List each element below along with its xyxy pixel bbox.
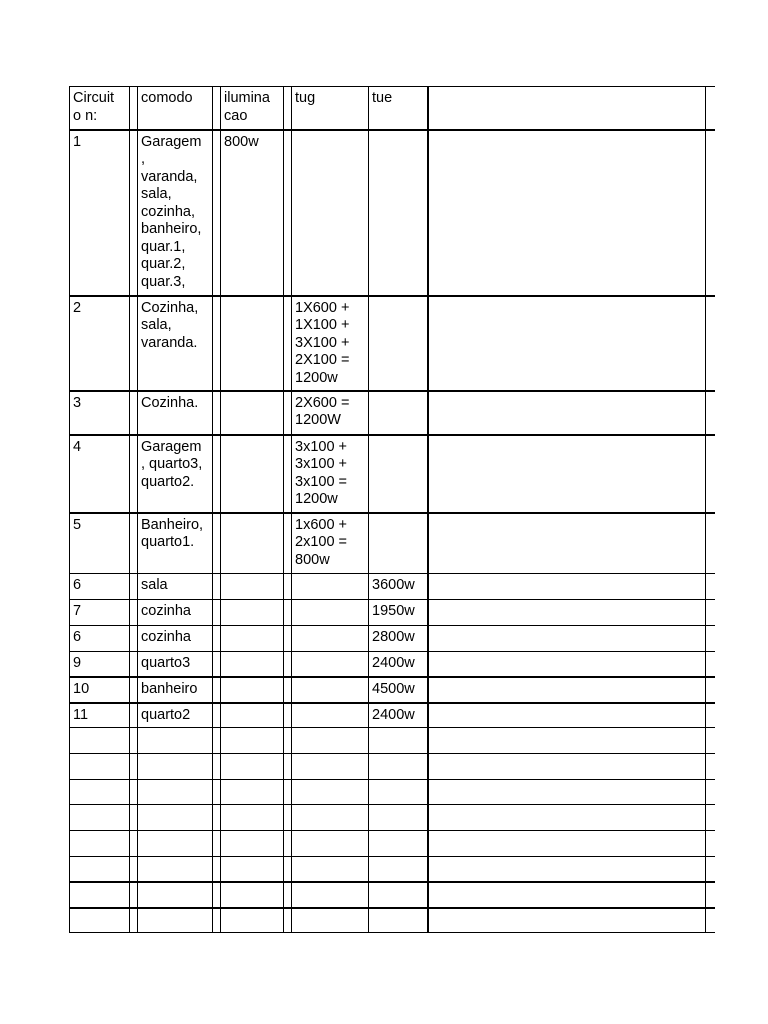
spacer-cell <box>284 703 292 728</box>
spacer-cell <box>284 130 292 296</box>
cell-tug: 2X600 = 1200W <box>292 391 369 435</box>
table-row <box>70 435 716 513</box>
cell-blank <box>428 626 706 652</box>
cell-tue <box>369 391 428 435</box>
cell-iluminacao <box>221 600 284 626</box>
table-row <box>70 703 716 728</box>
cell-blank <box>428 780 706 805</box>
cell-circuit-number: 1 <box>70 130 130 296</box>
cell-tug <box>292 754 369 780</box>
cell-blank <box>428 728 706 754</box>
cell-tug: 3x100 + 3x100 + 3x100 = 1200w <box>292 435 369 513</box>
cell-comodo: sala <box>138 574 213 600</box>
cell-iluminacao <box>221 857 284 882</box>
spacer-cell <box>213 513 221 574</box>
cell-tug <box>292 805 369 831</box>
cell-comodo: quarto3 <box>138 652 213 677</box>
spacer-cell <box>284 728 292 754</box>
cell-iluminacao <box>221 703 284 728</box>
cell-comodo: Banheiro, quarto1. <box>138 513 213 574</box>
cell-blank <box>428 574 706 600</box>
table-row <box>70 754 716 780</box>
cell-edge <box>706 513 716 574</box>
cell-tue <box>369 908 428 933</box>
table-row <box>70 908 716 933</box>
spacer-cell <box>284 513 292 574</box>
spacer-cell <box>213 908 221 933</box>
cell-edge <box>706 754 716 780</box>
cell-tue <box>369 728 428 754</box>
cell-circuit-number: 4 <box>70 435 130 513</box>
cell-comodo <box>138 754 213 780</box>
cell-blank <box>428 882 706 908</box>
cell-iluminacao <box>221 626 284 652</box>
spacer-cell <box>213 391 221 435</box>
cell-tue <box>369 831 428 857</box>
cell-blank <box>428 677 706 703</box>
cell-tue: 3600w <box>369 574 428 600</box>
cell-comodo: banheiro <box>138 677 213 703</box>
spacer-cell <box>213 754 221 780</box>
cell-circuit-number <box>70 754 130 780</box>
table-row <box>70 857 716 882</box>
cell-comodo <box>138 728 213 754</box>
cell-blank <box>428 652 706 677</box>
spacer-cell <box>284 435 292 513</box>
spacer-cell <box>213 780 221 805</box>
cell-blank <box>428 513 706 574</box>
header-tue: tue <box>369 87 428 130</box>
cell-tue: 2400w <box>369 652 428 677</box>
cell-circuit-number: 3 <box>70 391 130 435</box>
header-iluminacao: ilumina cao <box>221 87 284 130</box>
spacer-cell <box>213 130 221 296</box>
spacer-cell <box>213 677 221 703</box>
cell-comodo: Cozinha. <box>138 391 213 435</box>
cell-circuit-number: 7 <box>70 600 130 626</box>
spacer-cell <box>284 87 292 130</box>
cell-tug: 1X600 + 1X100 + 3X100 + 2X100 = 1200w <box>292 296 369 391</box>
cell-comodo: cozinha <box>138 600 213 626</box>
cell-tug <box>292 130 369 296</box>
table-row <box>70 831 716 857</box>
cell-tug <box>292 882 369 908</box>
cell-comodo: Garagem , varanda, sala, cozinha, banheiro, quar.1, quar.2, quar.3, <box>138 130 213 296</box>
cell-edge <box>706 882 716 908</box>
cell-blank <box>428 600 706 626</box>
cell-tue: 1950w <box>369 600 428 626</box>
cell-blank <box>428 754 706 780</box>
cell-edge <box>706 780 716 805</box>
spacer-cell <box>130 703 138 728</box>
cell-edge <box>706 626 716 652</box>
cell-tue <box>369 882 428 908</box>
table-row <box>70 130 716 296</box>
cell-circuit-number <box>70 908 130 933</box>
table-row <box>70 882 716 908</box>
cell-tue: 4500w <box>369 677 428 703</box>
cell-circuit-number: 10 <box>70 677 130 703</box>
cell-edge <box>706 600 716 626</box>
spacer-cell <box>130 296 138 391</box>
cell-tug <box>292 652 369 677</box>
spacer-cell <box>284 296 292 391</box>
spacer-cell <box>213 296 221 391</box>
spacer-cell <box>130 87 138 130</box>
spacer-cell <box>130 780 138 805</box>
cell-iluminacao <box>221 574 284 600</box>
cell-comodo <box>138 831 213 857</box>
cell-edge <box>706 857 716 882</box>
cell-circuit-number: 5 <box>70 513 130 574</box>
cell-edge <box>706 703 716 728</box>
spacer-cell <box>130 652 138 677</box>
cell-edge <box>706 805 716 831</box>
cell-tug <box>292 857 369 882</box>
cell-tue <box>369 130 428 296</box>
cell-iluminacao <box>221 435 284 513</box>
cell-iluminacao <box>221 513 284 574</box>
spacer-cell <box>284 626 292 652</box>
cell-comodo <box>138 805 213 831</box>
spacer-cell <box>284 754 292 780</box>
spacer-cell <box>284 600 292 626</box>
spacer-cell <box>284 882 292 908</box>
cell-iluminacao <box>221 677 284 703</box>
header-comodo: comodo <box>138 87 213 130</box>
spacer-cell <box>213 435 221 513</box>
table-row <box>70 513 716 574</box>
spacer-cell <box>130 857 138 882</box>
cell-edge <box>706 728 716 754</box>
spacer-cell <box>213 805 221 831</box>
cell-tug <box>292 600 369 626</box>
cell-edge <box>706 574 716 600</box>
cell-iluminacao <box>221 882 284 908</box>
spacer-cell <box>130 435 138 513</box>
cell-circuit-number: 9 <box>70 652 130 677</box>
spacer-cell <box>213 882 221 908</box>
cell-circuit-number: 11 <box>70 703 130 728</box>
cell-iluminacao <box>221 831 284 857</box>
cell-iluminacao <box>221 754 284 780</box>
cell-blank <box>428 391 706 435</box>
cell-edge <box>706 831 716 857</box>
spacer-cell <box>213 728 221 754</box>
spacer-cell <box>130 626 138 652</box>
spacer-cell <box>130 728 138 754</box>
table-row <box>70 780 716 805</box>
cell-tug <box>292 780 369 805</box>
cell-tug <box>292 626 369 652</box>
cell-edge <box>706 296 716 391</box>
cell-tue: 2400w <box>369 703 428 728</box>
header-tug: tug <box>292 87 369 130</box>
page-right-margin <box>715 80 768 950</box>
spacer-cell <box>213 857 221 882</box>
cell-blank <box>428 435 706 513</box>
spacer-cell <box>130 513 138 574</box>
cell-circuit-number <box>70 831 130 857</box>
cell-tug: 1x600 + 2x100 = 800w <box>292 513 369 574</box>
spacer-cell <box>213 574 221 600</box>
cell-tug <box>292 908 369 933</box>
cell-edge <box>706 677 716 703</box>
cell-circuit-number: 6 <box>70 626 130 652</box>
table-row <box>70 805 716 831</box>
cell-edge <box>706 652 716 677</box>
spacer-cell <box>213 87 221 130</box>
circuit-table <box>69 86 716 933</box>
header-edge <box>706 87 716 130</box>
cell-edge <box>706 435 716 513</box>
cell-iluminacao <box>221 805 284 831</box>
spacer-cell <box>284 652 292 677</box>
cell-comodo: Garagem , quarto3, quarto2. <box>138 435 213 513</box>
spacer-cell <box>213 831 221 857</box>
cell-comodo <box>138 780 213 805</box>
cell-tue <box>369 754 428 780</box>
cell-tue <box>369 435 428 513</box>
table-row <box>70 296 716 391</box>
spacer-cell <box>130 574 138 600</box>
cell-circuit-number: 2 <box>70 296 130 391</box>
spacer-cell <box>284 677 292 703</box>
cell-circuit-number <box>70 857 130 882</box>
cell-circuit-number <box>70 780 130 805</box>
table-row <box>70 626 716 652</box>
spacer-cell <box>213 703 221 728</box>
cell-tue <box>369 513 428 574</box>
spacer-cell <box>130 754 138 780</box>
cell-tug <box>292 831 369 857</box>
cell-comodo <box>138 908 213 933</box>
cell-blank <box>428 805 706 831</box>
cell-circuit-number <box>70 882 130 908</box>
cell-comodo <box>138 857 213 882</box>
cell-tue <box>369 780 428 805</box>
spacer-cell <box>130 391 138 435</box>
table-row <box>70 600 716 626</box>
spacer-cell <box>213 600 221 626</box>
cell-blank <box>428 831 706 857</box>
cell-iluminacao <box>221 296 284 391</box>
spacer-cell <box>284 908 292 933</box>
cell-tue <box>369 857 428 882</box>
spacer-cell <box>130 831 138 857</box>
spacer-cell <box>284 391 292 435</box>
cell-comodo <box>138 882 213 908</box>
header-circuito: Circuit o n: <box>70 87 130 130</box>
cell-blank <box>428 130 706 296</box>
spacer-cell <box>284 574 292 600</box>
cell-blank <box>428 857 706 882</box>
header-blank <box>428 87 706 130</box>
cell-circuit-number: 6 <box>70 574 130 600</box>
cell-tug <box>292 677 369 703</box>
cell-iluminacao <box>221 391 284 435</box>
cell-edge <box>706 130 716 296</box>
cell-tue <box>369 296 428 391</box>
spacer-cell <box>130 677 138 703</box>
spacer-cell <box>284 857 292 882</box>
table-row <box>70 391 716 435</box>
spacer-cell <box>284 780 292 805</box>
cell-iluminacao <box>221 652 284 677</box>
spacer-cell <box>130 908 138 933</box>
cell-comodo: Cozinha, sala, varanda. <box>138 296 213 391</box>
spacer-cell <box>130 882 138 908</box>
cell-comodo: quarto2 <box>138 703 213 728</box>
table-row <box>70 574 716 600</box>
table-row <box>70 677 716 703</box>
spacer-cell <box>130 805 138 831</box>
cell-iluminacao <box>221 908 284 933</box>
cell-blank <box>428 703 706 728</box>
cell-edge <box>706 908 716 933</box>
table-row <box>70 728 716 754</box>
cell-circuit-number <box>70 728 130 754</box>
cell-tug <box>292 703 369 728</box>
cell-blank <box>428 296 706 391</box>
spacer-cell <box>213 626 221 652</box>
spacer-cell <box>284 831 292 857</box>
spacer-cell <box>130 130 138 296</box>
cell-iluminacao <box>221 780 284 805</box>
cell-tue: 2800w <box>369 626 428 652</box>
cell-blank <box>428 908 706 933</box>
table-row <box>70 652 716 677</box>
cell-tug <box>292 728 369 754</box>
spacer-cell <box>213 652 221 677</box>
cell-iluminacao <box>221 728 284 754</box>
cell-tue <box>369 805 428 831</box>
cell-edge <box>706 391 716 435</box>
cell-comodo: cozinha <box>138 626 213 652</box>
header-row <box>70 87 716 130</box>
cell-iluminacao: 800w <box>221 130 284 296</box>
cell-circuit-number <box>70 805 130 831</box>
spacer-cell <box>284 805 292 831</box>
cell-tug <box>292 574 369 600</box>
spacer-cell <box>130 600 138 626</box>
